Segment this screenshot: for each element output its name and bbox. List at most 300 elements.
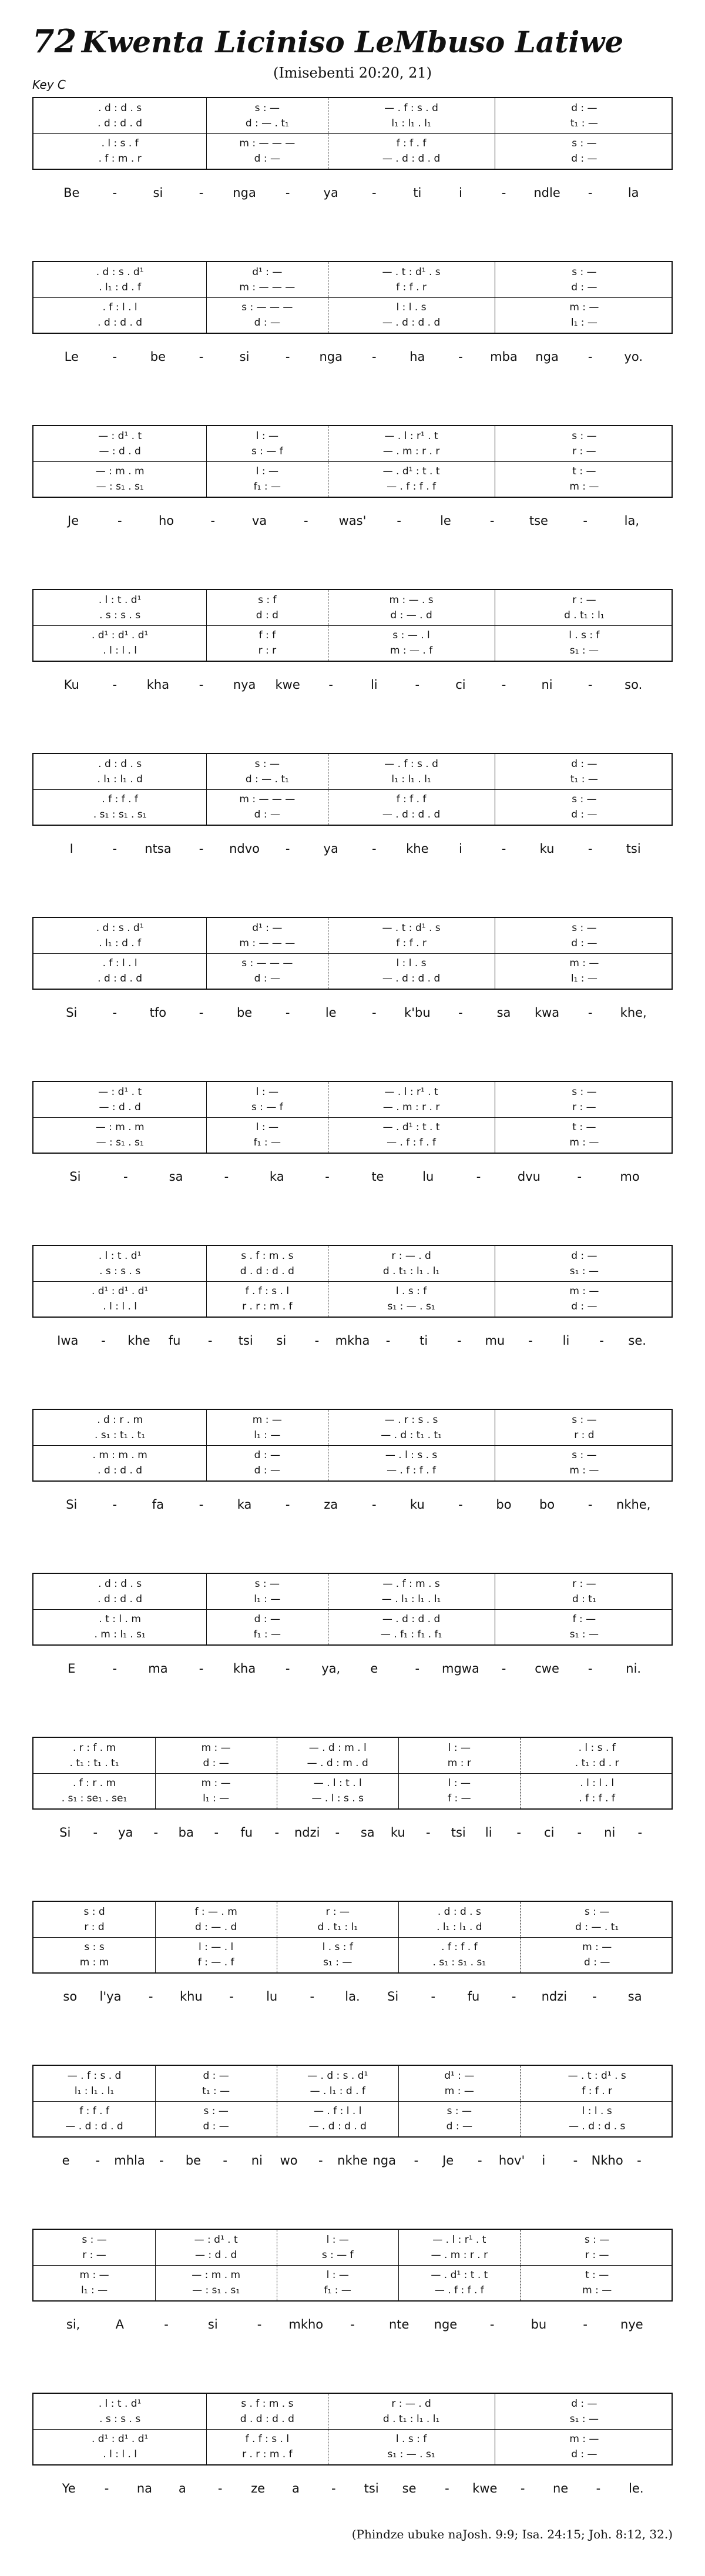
- solfa-notes: f₁ : —: [253, 1137, 281, 1148]
- solfa-notes: m : — — —: [239, 282, 296, 293]
- lyric-syllable: nga: [319, 350, 343, 364]
- solfa-notes: — : d¹ . t: [194, 2234, 238, 2246]
- lyric-syllable: khe: [406, 842, 429, 856]
- voice-part-row: [33, 2411, 672, 2427]
- solfa-notes: — . l : t . l: [313, 1777, 362, 1789]
- voice-part-row: [33, 2103, 672, 2119]
- solfa-notes: . d¹ : d¹ . d¹: [91, 629, 149, 641]
- lyric-syllable: lu: [422, 1170, 434, 1184]
- solfa-notes: t : —: [572, 1121, 596, 1133]
- lyric-syllable: -: [577, 1825, 582, 1840]
- solfa-notes: d : d: [256, 609, 278, 621]
- solfa-notes: s : —: [572, 793, 597, 805]
- solfa-notes: — : s₁ . s₁: [96, 1137, 144, 1148]
- lyric-syllable: -: [101, 1334, 106, 1348]
- solfa-notes: — . f : s . d: [67, 2070, 122, 2082]
- lyric-syllable: kha: [233, 1661, 256, 1676]
- solfa-notes: s₁ : —: [569, 1265, 599, 1277]
- lyric-syllable: mba: [490, 350, 518, 364]
- solfa-notes: l . s : f: [395, 2433, 427, 2445]
- solfa-notes: — . m : r . r: [382, 445, 440, 457]
- lyric-syllable: fu: [467, 1989, 480, 2004]
- voice-part-row: [33, 1100, 672, 1115]
- scripture-reference: (Imisebenti 20:20, 21): [273, 65, 432, 81]
- solfa-notes: — . d : d . d: [382, 973, 441, 984]
- voice-part-row: [33, 1463, 672, 1478]
- lyric-syllable: ntsa: [145, 842, 172, 856]
- solfa-notes: f : —: [572, 1613, 596, 1625]
- lyric-syllable: yo.: [624, 350, 643, 364]
- lyric-syllable: -: [229, 1989, 234, 2004]
- solfa-notes: — . f : f . f: [387, 481, 437, 493]
- solfa-notes: . f : f . f: [102, 793, 138, 805]
- solfa-notes: . f : l . l: [102, 302, 137, 313]
- lyric-syllable: ni: [541, 678, 553, 692]
- solfa-notes: l₁ : —: [570, 973, 597, 984]
- lyric-syllable: li: [562, 1334, 570, 1348]
- lyric-syllable: Ku: [63, 678, 79, 692]
- lyric-syllable: kwe: [472, 2481, 498, 2495]
- solfa-notes: — . d : d . d: [308, 2121, 367, 2132]
- lyric-syllable: -: [588, 1661, 593, 1676]
- solfa-notes: f₁ : —: [253, 1629, 281, 1640]
- music-system: [0, 1737, 705, 1901]
- solfa-notes: — . l₁ : d . f: [310, 2085, 365, 2097]
- lyric-syllable: -: [123, 1170, 128, 1184]
- voice-part-row: [33, 1428, 672, 1443]
- music-system: [0, 261, 705, 425]
- solfa-notes: . d : d . s: [437, 1906, 481, 1918]
- solfa-notes: m : —: [201, 1777, 231, 1789]
- lyric-syllable: ndzi: [294, 1825, 320, 1840]
- solfa-notes: s : — — —: [241, 957, 293, 969]
- lyric-syllable: le.: [629, 2481, 644, 2495]
- solfa-notes: d : —: [571, 2398, 597, 2410]
- lyric-syllable: -: [199, 350, 204, 364]
- lyric-syllable: -: [285, 842, 290, 856]
- voice-part-row: [33, 116, 672, 131]
- solfa-notes: s : —: [572, 266, 597, 278]
- lyric-syllable: sa: [627, 1989, 642, 2004]
- lyric-syllable: -: [331, 2481, 336, 2495]
- solfa-notes: — . d : m . l: [308, 1742, 367, 1754]
- lyric-syllable: -: [112, 842, 118, 856]
- lyric-syllable: -: [456, 1334, 462, 1348]
- solfa-notes: l : —: [326, 2234, 349, 2246]
- lyric-syllable: -: [285, 1661, 290, 1676]
- solfa-notes: s . f : m . s: [241, 2398, 294, 2410]
- solfa-notes: d : —: [254, 317, 280, 329]
- solfa-notes: d : t₁: [572, 1593, 596, 1605]
- solfa-notes: s : —: [572, 138, 597, 149]
- staff-divider-line: [33, 789, 672, 790]
- solfa-notes: — : m . m: [95, 465, 145, 477]
- solfa-notes: f : f . f: [79, 2105, 109, 2117]
- solfa-notes: t₁ : —: [570, 118, 598, 129]
- lyric-syllable: si,: [66, 2317, 80, 2332]
- solfa-notes: s₁ : —: [569, 1629, 599, 1640]
- lyric-syllable: -: [588, 1006, 593, 1020]
- solfa-notes: m : —: [569, 957, 599, 969]
- solfa-notes: f₁ : —: [324, 2284, 351, 2296]
- lyric-syllable: kwa: [534, 1006, 560, 1020]
- solfa-notes: f : f . r: [396, 282, 427, 293]
- solfa-notes: . t₁ : t₁ . t₁: [69, 1757, 119, 1769]
- lyric-syllable: was': [338, 514, 367, 528]
- solfa-notes: s . f : m . s: [241, 1250, 294, 1262]
- solfa-notes: — . d : d . d: [382, 153, 441, 165]
- solfa-notes: l₁ : l₁ . l₁: [391, 118, 431, 129]
- lyric-syllable: se: [402, 2481, 417, 2495]
- music-system: [0, 97, 705, 261]
- solfa-notes: — : d¹ . t: [98, 430, 142, 442]
- lyric-syllable: -: [592, 1989, 597, 2004]
- lyric-syllable: ku: [409, 1498, 425, 1512]
- solfa-notes: . m : l₁ . s₁: [94, 1629, 146, 1640]
- solfa-notes: . d : r . m: [97, 1414, 143, 1426]
- solfa-notes: r : —: [572, 1101, 596, 1113]
- lyric-syllable: -: [199, 1498, 204, 1512]
- lyric-syllable: Nkho: [591, 2153, 623, 2168]
- lyric-syllable: -: [637, 1825, 643, 1840]
- solfa-notes: . d : s . d¹: [96, 922, 144, 934]
- tonic-solfa-staff: [32, 97, 673, 170]
- lyric-syllable: mu: [485, 1334, 505, 1348]
- solfa-notes: m : —: [569, 1285, 599, 1297]
- lyric-syllable: tsi: [364, 2481, 379, 2495]
- lyric-syllable: sa: [169, 1170, 183, 1184]
- lyric-syllable: lu: [266, 1989, 278, 2004]
- solfa-notes: d : —: [571, 1301, 597, 1312]
- solfa-notes: f : f . r: [582, 2085, 613, 2097]
- solfa-notes: — : s₁ . s₁: [96, 481, 144, 493]
- voice-part-row: [33, 920, 672, 936]
- lyric-syllable: -: [95, 2153, 100, 2168]
- staff-divider-line: [33, 2101, 672, 2102]
- music-system: [0, 1901, 705, 2065]
- lyric-syllable: mkha: [335, 1334, 370, 1348]
- lyric-syllable: -: [458, 1006, 463, 1020]
- solfa-notes: t : —: [572, 465, 596, 477]
- solfa-notes: s : —: [254, 1578, 280, 1590]
- solfa-notes: d . d : d . d: [240, 1265, 294, 1277]
- tonic-solfa-staff: [32, 753, 673, 826]
- voice-part-row: [33, 1120, 672, 1135]
- lyric-syllable: khu: [179, 1989, 203, 2004]
- music-system: [0, 1573, 705, 1737]
- voice-part-row: [33, 1791, 672, 1806]
- solfa-notes: d : — . d: [390, 609, 432, 621]
- lyric-syllable: nga: [233, 186, 256, 200]
- solfa-notes: . l : l . l: [103, 2448, 137, 2460]
- solfa-notes: . d : d . s: [98, 758, 142, 770]
- solfa-notes: — . d : d . d: [382, 1613, 441, 1625]
- lyric-syllable: Iwa: [57, 1334, 79, 1348]
- solfa-notes: — . l : r¹ . t: [384, 430, 438, 442]
- solfa-notes: s₁ : — . s₁: [387, 2448, 435, 2460]
- music-system: [0, 917, 705, 1081]
- solfa-notes: r : r: [258, 645, 277, 656]
- lyric-syllable: -: [164, 2317, 169, 2332]
- lyric-syllable: dvu: [517, 1170, 540, 1184]
- solfa-notes: f₁ : —: [253, 481, 281, 493]
- lyric-syllable: -: [148, 1989, 153, 2004]
- tonic-solfa-staff: [32, 425, 673, 498]
- solfa-notes: s : —: [446, 2105, 472, 2117]
- lyric-syllable: za: [324, 1498, 338, 1512]
- solfa-notes: . r : f . m: [73, 1742, 116, 1754]
- lyric-syllable: -: [274, 1825, 280, 1840]
- solfa-notes: — : d¹ . t: [98, 1086, 142, 1098]
- voice-part-row: [33, 807, 672, 822]
- lyric-syllable: -: [511, 1989, 516, 2004]
- voice-part-row: [33, 1264, 672, 1279]
- solfa-notes: — . l₁ : l₁ . l₁: [381, 1593, 441, 1605]
- lyric-syllable: -: [583, 514, 588, 528]
- solfa-notes: — . l : s . s: [385, 1449, 438, 1461]
- lyric-syllable: A: [115, 2317, 125, 2332]
- lyric-syllable: -: [153, 1825, 159, 1840]
- solfa-notes: d . t₁ : l₁: [317, 1921, 358, 1933]
- lyric-syllable: -: [199, 186, 204, 200]
- voice-part-row: [33, 1920, 672, 1935]
- lyric-syllable: -: [104, 2481, 109, 2495]
- lyric-syllable: -: [285, 186, 290, 200]
- solfa-notes: l₁ : l₁ . l₁: [391, 773, 431, 785]
- solfa-notes: m : m: [79, 1957, 109, 1968]
- voice-part-row: [33, 1412, 672, 1428]
- lyric-syllable: be: [150, 350, 166, 364]
- voice-part-row: [33, 479, 672, 494]
- voice-part-row: [33, 956, 672, 971]
- solfa-notes: d : —: [203, 2121, 229, 2132]
- voice-part-row: [33, 1248, 672, 1264]
- solfa-notes: . l₁ : l₁ . d: [437, 1921, 482, 1933]
- solfa-notes: — . l : r¹ . t: [384, 1086, 438, 1098]
- lyric-syllable: be: [185, 2153, 202, 2168]
- solfa-notes: l : l . s: [396, 302, 427, 313]
- tonic-solfa-staff: [32, 2065, 673, 2138]
- voice-part-row: [33, 2447, 672, 2462]
- solfa-notes: . l : l . l: [580, 1777, 615, 1789]
- lyric-syllable: -: [285, 350, 290, 364]
- music-system: [0, 2229, 705, 2393]
- solfa-notes: f : f . f: [396, 793, 427, 805]
- solfa-notes: m : —: [79, 2269, 109, 2281]
- voice-part-row: [33, 136, 672, 151]
- lyric-syllable: fa: [152, 1498, 164, 1512]
- solfa-notes: m : —: [582, 1941, 612, 1953]
- solfa-notes: . l₁ : d . f: [99, 937, 142, 949]
- solfa-notes: — . f : s . d: [384, 758, 438, 770]
- lyric-syllable: -: [599, 1334, 604, 1348]
- solfa-notes: d : —: [254, 809, 280, 820]
- solfa-notes: . l₁ : d . f: [99, 282, 142, 293]
- solfa-notes: l : —: [256, 430, 278, 442]
- lyric-syllable: tfo: [149, 1006, 167, 1020]
- solfa-notes: — . d : d . d: [382, 809, 441, 820]
- lyric-syllable: le: [440, 514, 451, 528]
- lyric-syllable: -: [285, 1498, 290, 1512]
- solfa-notes: . t₁ : d . r: [575, 1757, 619, 1769]
- lyric-syllable: nkhe,: [616, 1498, 651, 1512]
- solfa-notes: . l : l . l: [103, 645, 137, 656]
- lyric-line: [32, 1495, 673, 1515]
- tonic-solfa-staff: [32, 1901, 673, 1974]
- music-system: [0, 1409, 705, 1573]
- lyric-syllable: mo: [620, 1170, 640, 1184]
- solfa-notes: . t : l . m: [99, 1613, 141, 1625]
- solfa-notes: d : —: [254, 1465, 280, 1476]
- solfa-notes: . s₁ : t₁ . t₁: [95, 1429, 146, 1441]
- staff-divider-line: [33, 461, 672, 462]
- solfa-notes: m : —: [569, 1137, 599, 1148]
- solfa-notes: r : — . d: [391, 1250, 431, 1262]
- tonic-solfa-staff: [32, 1081, 673, 1154]
- solfa-notes: d : —: [254, 153, 280, 165]
- solfa-notes: . l : t . d¹: [98, 2398, 142, 2410]
- lyric-line: [32, 2314, 673, 2334]
- solfa-notes: d¹ : —: [444, 2070, 475, 2082]
- lyric-syllable: li: [485, 1825, 492, 1840]
- solfa-notes: d : — . d: [194, 1921, 237, 1933]
- lyric-syllable: -: [118, 514, 122, 528]
- lyric-syllable: li: [370, 678, 378, 692]
- lyric-syllable: -: [112, 1498, 118, 1512]
- lyric-syllable: ci: [544, 1825, 555, 1840]
- voice-part-row: [33, 608, 672, 623]
- voice-part-row: [33, 1939, 672, 1955]
- voice-part-row: [33, 2083, 672, 2099]
- lyric-syllable: -: [476, 1170, 481, 1184]
- voice-part-row: [33, 1627, 672, 1642]
- solfa-notes: f : — . m: [194, 1906, 237, 1918]
- solfa-notes: — . f : m . s: [382, 1578, 440, 1590]
- solfa-notes: l : —: [256, 1121, 278, 1133]
- solfa-notes: — . f : f . f: [387, 1137, 437, 1148]
- lyric-line: [32, 1167, 673, 1187]
- voice-part-row: [33, 264, 672, 280]
- lyric-syllable: -: [501, 842, 506, 856]
- lyric-syllable: ti: [413, 186, 422, 200]
- hymn-header: [0, 0, 705, 100]
- solfa-notes: — . d¹ : t . t: [382, 1121, 440, 1133]
- lyric-syllable: ma: [148, 1661, 168, 1676]
- solfa-notes: d : —: [203, 2070, 229, 2082]
- lyric-syllable: le: [325, 1006, 337, 1020]
- solfa-notes: r : — . d: [391, 2398, 431, 2410]
- solfa-notes: l : l . s: [396, 957, 427, 969]
- solfa-notes: l₁ : —: [254, 1593, 281, 1605]
- voice-part-row: [33, 1740, 672, 1756]
- solfa-notes: s : —: [572, 1414, 597, 1426]
- lyric-syllable: Si: [59, 1825, 71, 1840]
- solfa-notes: d : —: [584, 1957, 610, 1968]
- lyric-syllable: -: [371, 186, 377, 200]
- solfa-notes: l . s : f: [569, 629, 600, 641]
- voice-part-row: [33, 936, 672, 951]
- lyric-syllable: ya: [118, 1825, 133, 1840]
- solfa-notes: r : d: [574, 1429, 595, 1441]
- lyric-syllable: va: [251, 514, 267, 528]
- lyric-syllable: nga: [372, 2153, 396, 2168]
- lyric-syllable: -: [328, 678, 333, 692]
- voice-part-row: [33, 592, 672, 608]
- lyric-syllable: a: [178, 2481, 186, 2495]
- lyric-syllable: tsi: [451, 1825, 466, 1840]
- lyric-syllable: la,: [624, 514, 640, 528]
- solfa-notes: s : —: [203, 2105, 229, 2117]
- solfa-notes: s : —: [584, 2234, 610, 2246]
- solfa-notes: — . f : f . f: [434, 2284, 484, 2296]
- solfa-notes: — : d . d: [99, 445, 141, 457]
- solfa-notes: . f : f . f: [579, 1793, 615, 1804]
- tonic-solfa-staff: [32, 2393, 673, 2466]
- solfa-notes: l . s : f: [322, 1941, 353, 1953]
- solfa-notes: s₁ : — . s₁: [387, 1301, 435, 1312]
- solfa-notes: d : —: [254, 1449, 280, 1461]
- solfa-notes: l₁ : —: [81, 2284, 108, 2296]
- lyric-syllable: fu: [240, 1825, 253, 1840]
- lyric-syllable: -: [371, 1006, 377, 1020]
- lyric-syllable: ni.: [626, 1661, 642, 1676]
- lyric-syllable: Je: [442, 2153, 454, 2168]
- tonic-solfa-staff: [32, 2229, 673, 2302]
- lyric-syllable: tse: [529, 514, 548, 528]
- lyric-syllable: ku: [539, 842, 555, 856]
- solfa-notes: — : d . d: [99, 1101, 141, 1113]
- voice-part-row: [33, 1955, 672, 1970]
- solfa-notes: d : —: [571, 2448, 597, 2460]
- lyric-syllable: -: [588, 842, 593, 856]
- tonic-solfa-staff: [32, 1245, 673, 1318]
- solfa-notes: . f : m . r: [98, 153, 142, 165]
- lyric-syllable: -: [385, 1334, 391, 1348]
- lyric-syllable: -: [310, 1989, 315, 2004]
- lyric-line: [32, 1659, 673, 1679]
- lyric-syllable: k'bu: [404, 1006, 431, 1020]
- lyric-syllable: -: [588, 350, 593, 364]
- solfa-notes: — . m : r . r: [431, 2249, 488, 2261]
- solfa-notes: l : —: [256, 465, 278, 477]
- lyric-syllable: ti: [419, 1334, 428, 1348]
- solfa-notes: d¹ : —: [252, 266, 283, 278]
- voice-part-row: [33, 2068, 672, 2083]
- lyric-syllable: -: [199, 1661, 204, 1676]
- lyric-syllable: -: [445, 2481, 449, 2495]
- lyric-line: [32, 1003, 673, 1023]
- solfa-notes: l : —: [448, 1777, 471, 1789]
- lyric-syllable: l'ya: [99, 1989, 122, 2004]
- solfa-notes: d : —: [571, 1250, 597, 1262]
- solfa-notes: m : —: [569, 2433, 599, 2445]
- solfa-notes: — . t : d¹ . s: [382, 922, 441, 934]
- solfa-notes: r : —: [572, 445, 596, 457]
- solfa-notes: — . t : d¹ . s: [568, 2070, 626, 2082]
- staff-divider-line: [33, 1773, 672, 1774]
- staff-divider-line: [33, 2429, 672, 2430]
- solfa-notes: — . d : d . d: [65, 2121, 123, 2132]
- lyric-syllable: ndzi: [541, 1989, 568, 2004]
- lyric-syllable: la.: [345, 1989, 360, 2004]
- solfa-notes: . d : d . s: [98, 1578, 142, 1590]
- solfa-notes: s : —: [572, 1449, 597, 1461]
- tonic-solfa-staff: [32, 917, 673, 990]
- lyric-syllable: Je: [68, 514, 79, 528]
- lyric-line: [32, 1331, 673, 1351]
- lyric-syllable: -: [217, 2481, 223, 2495]
- solfa-notes: — . l : s . s: [311, 1793, 364, 1804]
